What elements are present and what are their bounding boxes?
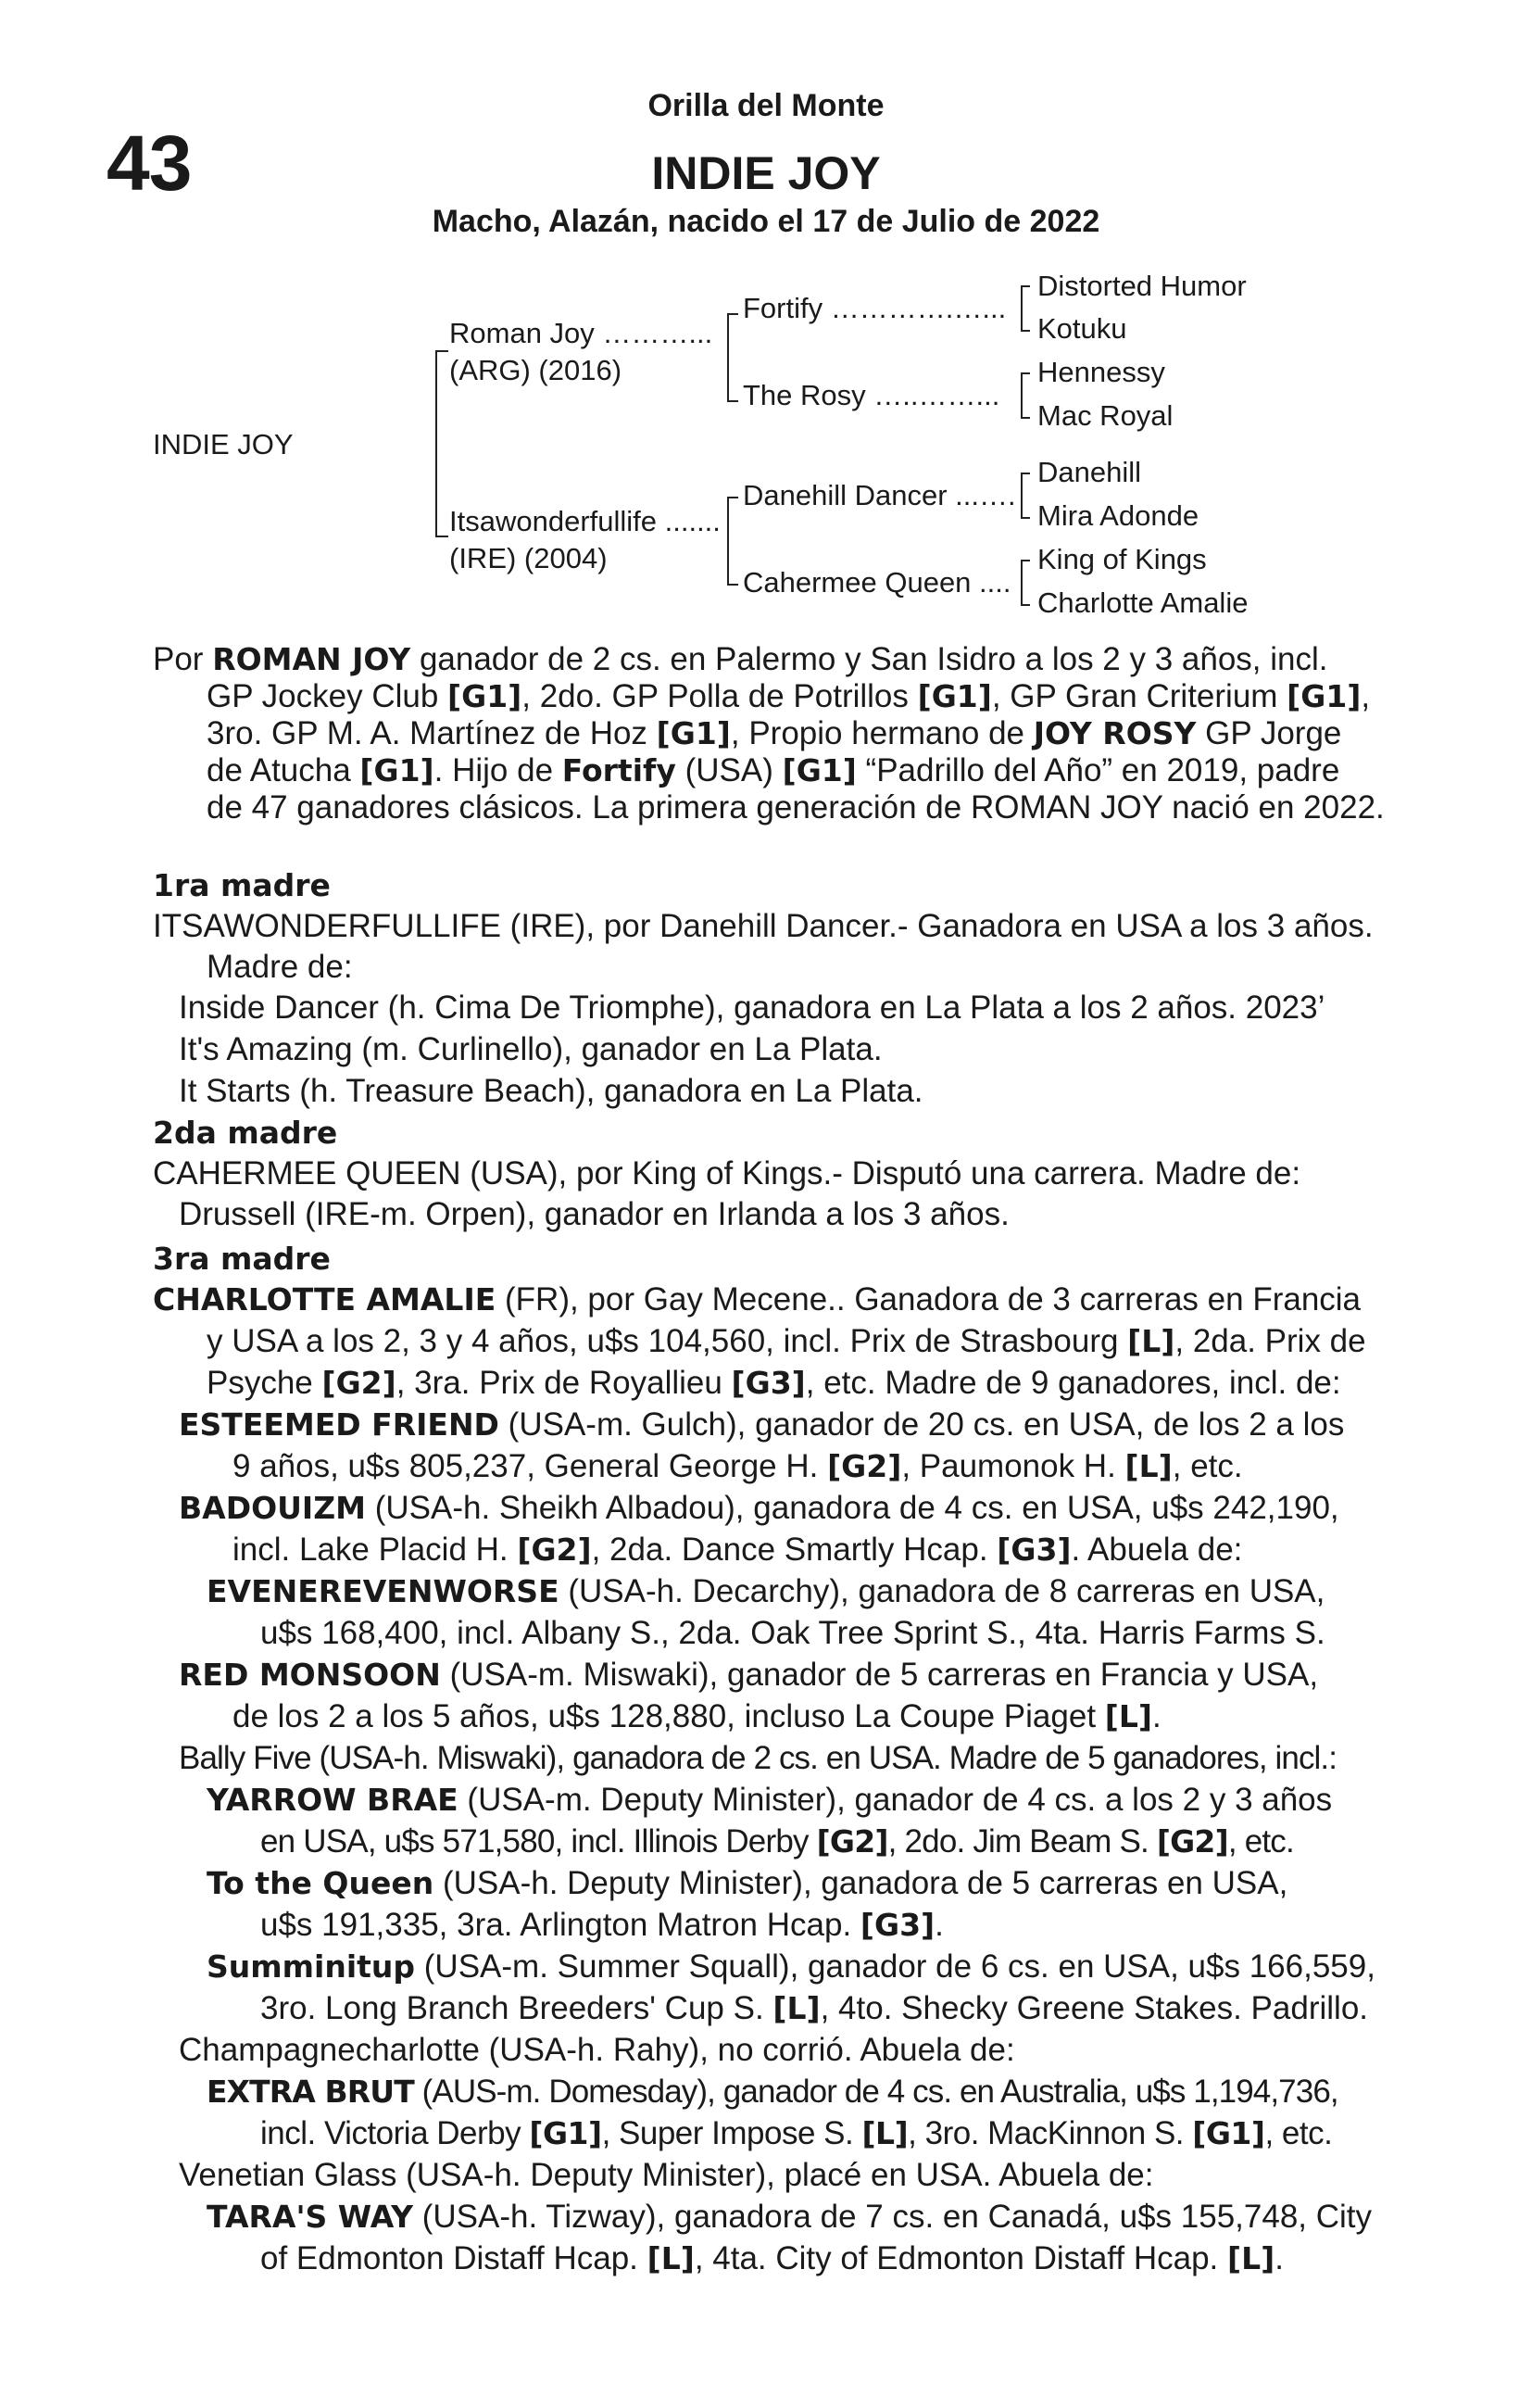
pedigree-sdd: Mac Royal	[1037, 399, 1174, 432]
text-line: incl. Lake Placid H. [G2], 2da. Dance Smartly Hcap. [G3]. Abuela de:	[232, 1532, 1243, 1568]
text-line: EXTRA BRUT (AUS-m. Domesday), ganador de 4 cs. en Australia, u$s 1,194,736,	[207, 2074, 1338, 2110]
text-line: YARROW BRAE (USA-m. Deputy Minister), ganador de 4 cs. a los 2 y 3 años	[207, 1782, 1333, 1818]
text-line: RED MONSOON (USA-m. Miswaki), ganador de 5 carreras en Francia y USA,	[179, 1657, 1319, 1693]
text-line: Champagnecharlotte (USA-h. Rahy), no corrió. Abuela de:	[179, 2032, 1015, 2068]
text-line: of Edmonton Distaff Hcap. [L], 4ta. City of Edmonton Distaff Hcap. [L].	[260, 2240, 1284, 2276]
farm-name: Orilla del Monte	[647, 88, 885, 123]
text-line: Drussell (IRE-m. Orpen), ganador en Irlanda a los 3 años.	[179, 1196, 1010, 1232]
text-line: 3ro. GP M. A. Martínez de Hoz [G1], Propio hermano de JOY ROSY GP Jorge	[207, 715, 1342, 751]
text-line: 3ro. Long Branch Breeders' Cup S. [L], 4to. Shecky Greene Stakes. Padrillo.	[260, 1990, 1369, 2026]
pedigree-sds: Hennessy	[1037, 356, 1165, 388]
text-line: CHARLOTTE AMALIE (FR), por Gay Mecene.. Ganadora de 3 carreras en Francia	[153, 1281, 1362, 1317]
pedigree-sire-origin: (ARG) (2016)	[449, 354, 622, 386]
section-heading: 3ra madre	[153, 1241, 331, 1277]
pedigree-ssd: Kotuku	[1037, 312, 1127, 345]
text-line: It Starts (h. Treasure Beach), ganadora en La Plata.	[179, 1073, 923, 1109]
text-line: CAHERMEE QUEEN (USA), por King of Kings.- Disputó una carrera. Madre de:	[153, 1155, 1301, 1191]
pedigree-sire-sire: Fortify ………….…...	[743, 292, 1007, 324]
text-line: u$s 191,335, 3ra. Arlington Matron Hcap. [G3].	[260, 1907, 944, 1943]
text-line: ITSAWONDERFULLIFE (IRE), por Danehill Dancer.- Ganadora en USA a los 3 años.	[153, 908, 1374, 944]
pedigree-dam-sire: Danehill Dancer ...….	[743, 479, 1016, 511]
text-line: TARA'S WAY (USA-h. Tizway), ganadora de 7 cs. en Canadá, u$s 155,748, City	[207, 2199, 1373, 2235]
text-line: Bally Five (USA-h. Miswaki), ganadora de 2 cs. en USA. Madre de 5 ganadores, incl.:	[179, 1740, 1337, 1776]
text-line: de Atucha [G1]. Hijo de Fortify (USA) [G1] “Padrillo del Año” en 2019, padre	[207, 752, 1340, 788]
pedigree-sire-dam: The Rosy …..……...	[743, 379, 1000, 411]
pedigree-dam-dam: Cahermee Queen ....	[743, 566, 1011, 599]
pedigree-ddd: Charlotte Amalie	[1037, 586, 1249, 619]
text-line: u$s 168,400, incl. Albany S., 2da. Oak Tree Sprint S., 4ta. Harris Farms S.	[260, 1615, 1325, 1651]
pedigree-sire: Roman Joy ………...	[449, 317, 713, 349]
text-line: incl. Victoria Derby [G1], Super Impose S. [L], 3ro. MacKinnon S. [G1], etc.	[260, 2115, 1333, 2151]
text-line: de los 2 a los 5 años, u$s 128,880, incluso La Coupe Piaget [L].	[232, 1698, 1162, 1734]
text-line: Madre de:	[207, 949, 353, 985]
horse-subtitle: Macho, Alazán, nacido el 17 de Julio de 2022	[432, 204, 1100, 239]
pedigree-subject: INDIE JOY	[153, 428, 294, 460]
pedigree-sss: Distorted Humor	[1037, 270, 1247, 302]
text-line: To the Queen (USA-h. Deputy Minister), ganadora de 5 carreras en USA,	[207, 1865, 1288, 1901]
horse-name: INDIE JOY	[651, 147, 881, 199]
text-line: en USA, u$s 571,580, incl. Illinois Derby [G2], 2do. Jim Beam S. [G2], etc.	[260, 1823, 1294, 1860]
text-line: de 47 ganadores clásicos. La primera generación de ROMAN JOY nació en 2022.	[207, 789, 1385, 826]
text-line: Venetian Glass (USA-h. Deputy Minister), placé en USA. Abuela de:	[179, 2157, 1154, 2193]
pedigree-dsd: Mira Adonde	[1037, 499, 1199, 532]
pedigree-dam-origin: (IRE) (2004)	[449, 542, 608, 574]
pedigree-dss: Danehill	[1037, 456, 1142, 488]
pedigree-dds: King of Kings	[1037, 543, 1207, 575]
text-line: GP Jockey Club [G1], 2do. GP Polla de Potrillos [G1], GP Gran Criterium [G1],	[207, 678, 1371, 714]
text-line: Psyche [G2], 3ra. Prix de Royallieu [G3], etc. Madre de 9 ganadores, incl. de:	[207, 1365, 1341, 1401]
text-line: Inside Dancer (h. Cima De Triomphe), ganadora en La Plata a los 2 años. 2023’	[179, 990, 1325, 1026]
lot-number: 43	[107, 120, 192, 207]
text-line: y USA a los 2, 3 y 4 años, u$s 104,560, incl. Prix de Strasbourg [L], 2da. Prix de	[207, 1323, 1366, 1359]
text-line: BADOUIZM (USA-h. Sheikh Albadou), ganadora de 4 cs. en USA, u$s 242,190,	[179, 1490, 1339, 1526]
section-heading: 2da madre	[153, 1115, 338, 1151]
text-line: Por ROMAN JOY ganador de 2 cs. en Palermo y San Isidro a los 2 y 3 años, incl.	[153, 641, 1328, 677]
text-line: EVENEREVENWORSE (USA-h. Decarchy), ganadora de 8 carreras en USA,	[207, 1573, 1325, 1609]
text-line: 9 años, u$s 805,237, General George H. [G2], Paumonok H. [L], etc.	[232, 1448, 1243, 1484]
text-line: Summinitup (USA-m. Summer Squall), ganador de 6 cs. en USA, u$s 166,559,	[207, 1948, 1375, 1985]
pedigree-dam: Itsawonderfullife .......	[449, 505, 721, 537]
text-line: ESTEEMED FRIEND (USA-m. Gulch), ganador de 20 cs. en USA, de los 2 a los	[179, 1406, 1345, 1443]
text-line: It's Amazing (m. Curlinello), ganador en La Plata.	[179, 1031, 883, 1067]
section-heading: 1ra madre	[153, 867, 331, 903]
